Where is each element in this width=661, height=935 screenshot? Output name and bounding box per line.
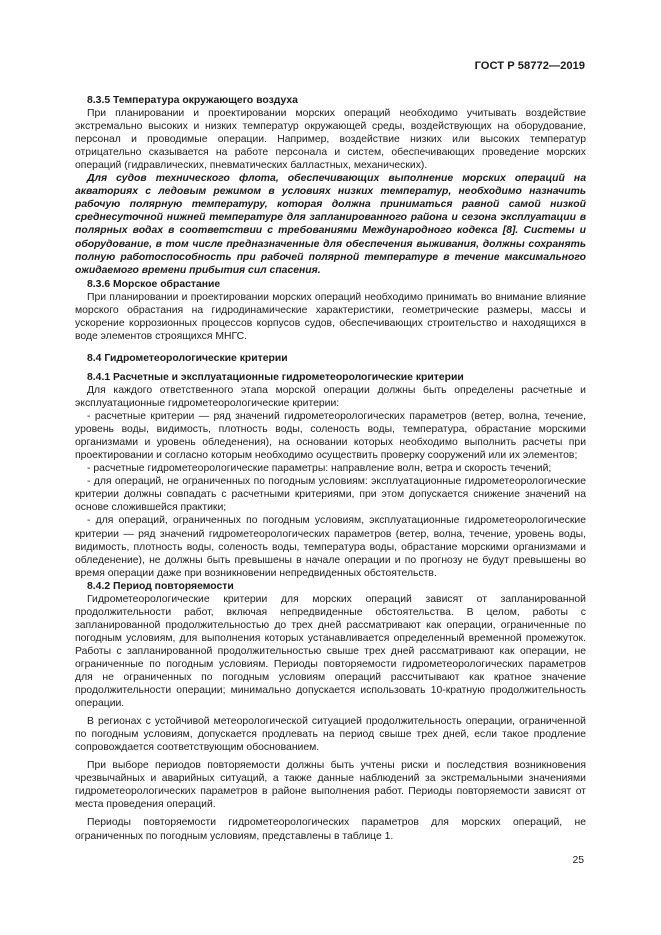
paragraph: При выборе периодов повторяемости должны быть учтены риски и последствия возникновения чрезвычайных и аварийных ситуаций, а также данные наблюдений за экстремальными значениями гидрометеорологических параметров в районе выполнения работ. Периоды повторяемости зависят от места проведения операций.: [75, 760, 586, 811]
paragraph: При планировании и проектировании морских операций необходимо учитывать воздействие экстремально высоких и низких температур окружающей среды, воздействующих на оборудование, персонал и проводимые операции. Например, воздействие низких или высоких температур отрицательно сказывается на работе персонала и систем, обеспечивающих проведение морских операций (гидравлических, пневматических балластных, механических).: [75, 108, 586, 172]
section-heading-8-4-2: 8.4.2 Период повторяемости: [87, 580, 234, 592]
list-item: - расчетные гидрометеорологические параметры: направление волн, ветра и скорость течений;: [87, 463, 552, 475]
section-heading-8-4-1: 8.4.1 Расчетные и эксплуатационные гидрометеорологические критерии: [87, 371, 464, 383]
paragraph: В регионах с устойчивой метеорологической ситуацией продолжительность операции, ограниченной по погодным условиям, допускается продлевать на период свыше трех дней, если такое продление сопровождается соответствующим обоснованием.: [75, 716, 586, 754]
paragraph: Гидрометеорологические критерии для морских операций зависят от запланированной продолжительности работ, включая непредвиденные обстоятельства. В целом, работы с запланированной продолжительностью до трех дней рассматривают как операции, ограниченные по погодным условиям, для выполнения которых устанавливается определенный временной промежуток. Работы с запланированной продолжительностью свыше трех дней рассматривают как операции, не ограниченные по погодным условиям. Периоды повторяемости гидрометеорологических параметров для не ограниченных по погодным условиям операций рассчитывают как кратное значение продолжительности операции; минимально допускается использовать 10-кратную продолжительность операции.: [75, 593, 586, 710]
paragraph: При планировании и проектировании морских операций необходимо принимать во внимание влияние морского обрастания на гидродинамические характеристики, геометрические размеры, массы и ускорение коррозионных процессов корпусов судов, обеспечивающих строительство и находящихся в воде элементов строящихся МНГС.: [75, 291, 586, 342]
section-heading-8-4: 8.4 Гидрометеорологические критерии: [87, 352, 288, 364]
section-heading-8-3-5: 8.3.5 Температура окружающего воздуха: [87, 95, 298, 106]
document-id-header: ГОСТ Р 58772—2019: [474, 60, 585, 72]
page-number: 25: [572, 855, 584, 866]
paragraph: Периоды повторяемости гидрометеорологических параметров для морских операций, не ограниченных по погодным условиям, представлены в таблице 1.: [75, 817, 586, 842]
section-heading-8-3-6: 8.3.6 Морское обрастание: [87, 278, 221, 290]
paragraph: Для каждого ответственного этапа морской операции должны быть определены расчетные и эксплуатационные гидрометеорологические критерии:: [75, 384, 586, 410]
list-item: - для операций, ограниченных по погодным условиям, эксплуатационные гидрометеорологические критерии — ряд значений гидрометеорологических параметров (ветер, волна, течение, уровень воды, видимость, плотность воды, соленость воды, температура воды, обрастание морскими организмами и обледенение), не должны быть превышены в начале операции и по прогнозу не будут превышены во время операции даже при возникновении непредвиденных обстоятельств.: [75, 515, 586, 579]
list-item: - расчетные критерии — ряд значений гидрометеорологических параметров (ветер, волна, течение, уровень воды, видимость, плотность воды, соленость воды, температура, обрастание морскими организмами и уровень обледенения), на основании которых необходимо выполнить расчеты при проектировании и согласно которым необходимо осуществить проверку сооружений или их элементов;: [75, 411, 586, 462]
paragraph-emphasis: Для судов технического флота, обеспечивающих выполнение морских операций на акваториях с ледовым режимом в условиях низких температур, необходимо назначить рабочую полярную температуру, которая должна приниматься равной самой низкой среднесуточной нижней температуре для запланированного района и сезона эксплуатации в полярных водах в соответствии с требованиями Международного кодекса [8]. Системы и оборудование, в том числе предназначенные для обеспечения выживания, должны сохранять полную работоспособность при рабочей полярной температуре в течение максимального ожидаемого времени прибытия сил спасения.: [75, 173, 586, 276]
list-item: - для операций, не ограниченных по погодным условиям: эксплуатационные гидрометеорологические критерии должны совпадать с расчетными критериями, при этом допускается снижение значений на основе сложившейся практики;: [75, 476, 586, 514]
page-content: [75, 94, 586, 843]
